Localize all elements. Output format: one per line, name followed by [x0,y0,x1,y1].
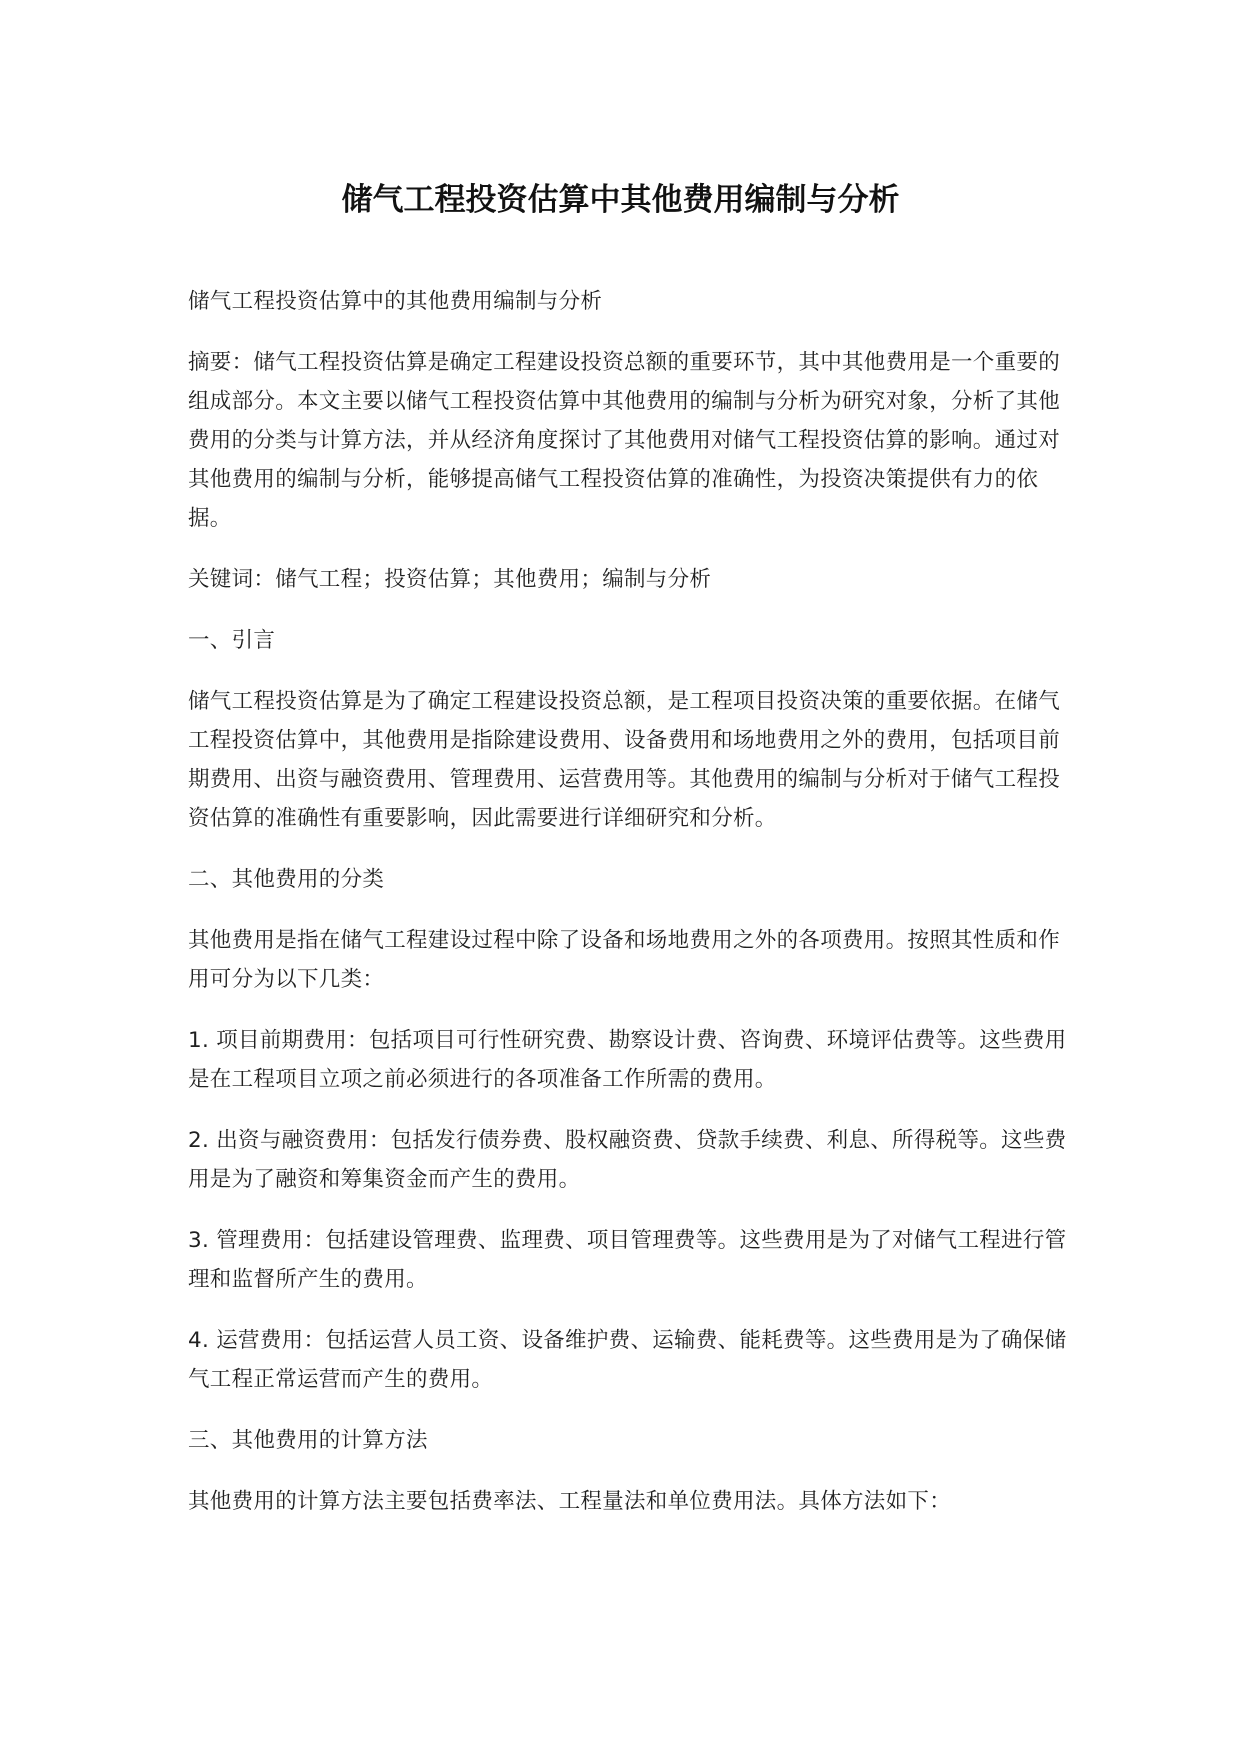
list-item-operating-costs: 4. 运营费用：包括运营人员工资、设备维护费、运输费、能耗费等。这些费用是为了确保储气工程正常运营而产生的费用。 [188,1328,1067,1392]
classification-intro-paragraph: 其他费用是指在储气工程建设过程中除了设备和场地费用之外的各项费用。按照其性质和作用可分为以下几类： [188,928,1061,992]
document-title: 储气工程投资估算中其他费用编制与分析 [341,182,900,218]
section-heading-introduction: 一、引言 [188,628,276,653]
section-heading-calculation: 三、其他费用的计算方法 [188,1428,428,1453]
calculation-intro-paragraph: 其他费用的计算方法主要包括费率法、工程量法和单位费用法。具体方法如下： [188,1489,952,1514]
list-item-financing-costs: 2. 出资与融资费用：包括发行债券费、股权融资费、贷款手续费、利息、所得税等。这些费用是为了融资和筹集资金而产生的费用。 [188,1128,1067,1192]
subtitle-paragraph: 储气工程投资估算中的其他费用编制与分析 [188,289,603,314]
introduction-paragraph: 储气工程投资估算是为了确定工程建设投资总额，是工程项目投资决策的重要依据。在储气工程投资估算中，其他费用是指除建设费用、设备费用和场地费用之外的费用，包括项目前期费用、出资与融资费用、管理费用、运营费用等。其他费用的编制与分析对于储气工程投资估算的准确性有重要影响，因此需要进行详细研究和分析。 [188,689,1061,831]
list-item-preliminary-costs: 1. 项目前期费用：包括项目可行性研究费、勘察设计费、咨询费、环境评估费等。这些费用是在工程项目立项之前必须进行的各项准备工作所需的费用。 [188,1028,1067,1092]
section-heading-classification: 二、其他费用的分类 [188,867,385,892]
keywords-paragraph: 关键词：储气工程；投资估算；其他费用；编制与分析 [188,567,712,592]
document-body [188,282,1078,1543]
list-item-management-costs: 3. 管理费用：包括建设管理费、监理费、项目管理费等。这些费用是为了对储气工程进行管理和监督所产生的费用。 [188,1228,1067,1292]
abstract-paragraph: 摘要：储气工程投资估算是确定工程建设投资总额的重要环节，其中其他费用是一个重要的组成部分。本文主要以储气工程投资估算中其他费用的编制与分析为研究对象，分析了其他费用的分类与计算方法，并从经济角度探讨了其他费用对储气工程投资估算的影响。通过对其他费用的编制与分析，能够提高储气工程投资估算的准确性，为投资决策提供有力的依据。 [188,350,1061,531]
